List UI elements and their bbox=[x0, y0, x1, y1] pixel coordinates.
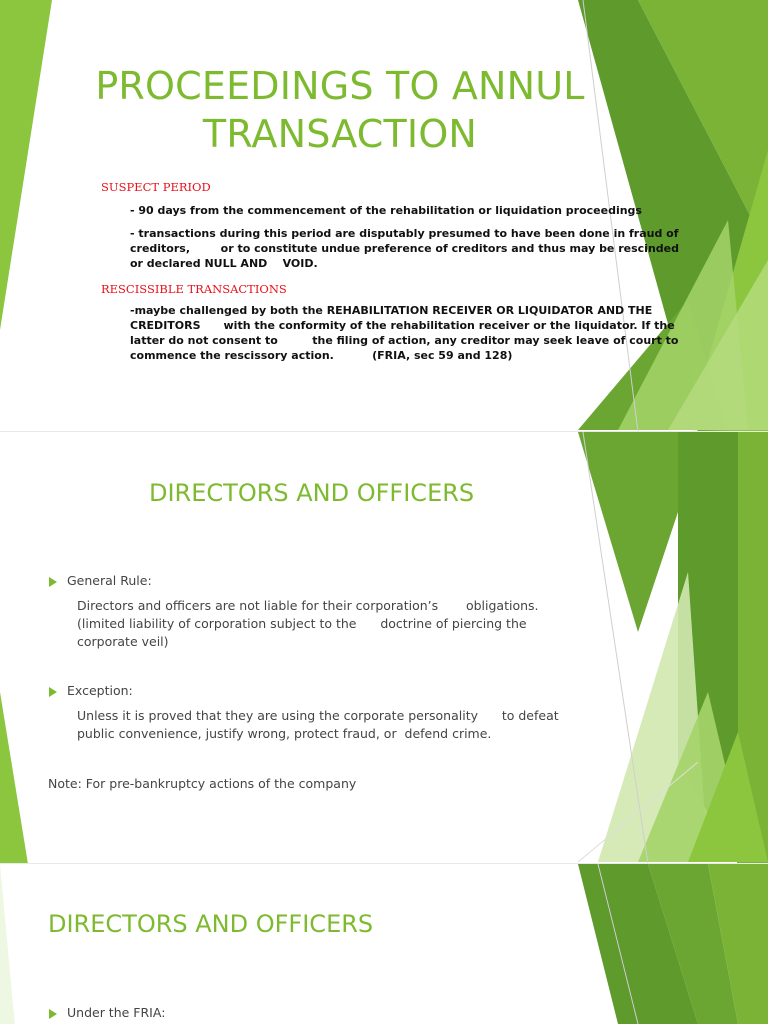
suspect-item-2-line-3: or declared NULL AND VOID. bbox=[130, 257, 318, 270]
general-rule-label: General Rule: bbox=[67, 573, 152, 588]
left-green-decoration bbox=[0, 0, 60, 432]
exception-label: Exception: bbox=[67, 683, 133, 698]
slide-directors-and-officers-fria bbox=[0, 864, 768, 1024]
general-rule-bullet bbox=[49, 572, 152, 590]
rescissible-line-4: commence the rescissory action. (FRIA, sec 59 and 128) bbox=[130, 349, 513, 362]
suspect-item-2-line-2: creditors, or to constitute undue preference of creditors and thus may be rescinded bbox=[130, 242, 679, 255]
slide-title-line-2: TRANSACTION bbox=[202, 112, 478, 156]
fria-bullet bbox=[49, 1004, 165, 1022]
rescissible-line-1: -maybe challenged by both the REHABILITATION RECEIVER OR LIQUIDATOR AND THE bbox=[130, 304, 653, 317]
exception-line-2: public convenience, justify wrong, protect fraud, or defend crime. bbox=[77, 726, 492, 741]
right-green-decoration bbox=[578, 432, 768, 864]
note-text: Note: For pre-bankruptcy actions of the company bbox=[48, 776, 357, 791]
left-green-decoration bbox=[0, 432, 60, 864]
slide-directors-and-officers bbox=[0, 432, 768, 864]
general-rule-line-1: Directors and officers are not liable for their corporation’s obligations. bbox=[77, 598, 539, 613]
fria-label: Under the FRIA: bbox=[67, 1005, 166, 1020]
suspect-item-2-line-1: - transactions during this period are disputably presumed to have been done in fraud of bbox=[130, 227, 679, 240]
rescissible-line-3: latter do not consent to the filing of action, any creditor may seek leave of court to bbox=[130, 334, 679, 347]
right-green-decoration bbox=[578, 864, 768, 1024]
bullet-arrow-icon bbox=[49, 577, 57, 587]
bullet-arrow-icon bbox=[49, 1009, 57, 1019]
slide-title: DIRECTORS AND OFFICERS bbox=[149, 479, 475, 507]
general-rule-line-3: corporate veil) bbox=[77, 634, 169, 649]
left-green-decoration bbox=[0, 864, 60, 1024]
slide-title-line-1: PROCEEDINGS TO ANNUL bbox=[95, 64, 585, 108]
slide-title bbox=[60, 62, 620, 158]
general-rule-text bbox=[77, 597, 539, 651]
rescissible-line-2: CREDITORS with the conformity of the rehabilitation receiver or the liquidator. If the bbox=[130, 319, 675, 332]
exception-line-1: Unless it is proved that they are using the corporate personality to defeat bbox=[77, 708, 559, 723]
rescissible-transactions-text bbox=[130, 303, 690, 363]
suspect-period-item-1: - 90 days from the commencement of the rehabilitation or liquidation proceedings bbox=[130, 204, 642, 217]
rescissible-transactions-heading: RESCISSIBLE TRANSACTIONS bbox=[101, 282, 287, 296]
exception-bullet bbox=[49, 682, 133, 700]
suspect-period-item-2 bbox=[130, 226, 690, 271]
suspect-period-heading: SUSPECT PERIOD bbox=[101, 180, 211, 194]
general-rule-line-2: (limited liability of corporation subject to the doctrine of piercing the bbox=[77, 616, 527, 631]
slide-title: DIRECTORS AND OFFICERS bbox=[48, 910, 374, 938]
slide-proceedings-to-annul bbox=[0, 0, 768, 432]
exception-text bbox=[77, 707, 559, 743]
bullet-arrow-icon bbox=[49, 687, 57, 697]
